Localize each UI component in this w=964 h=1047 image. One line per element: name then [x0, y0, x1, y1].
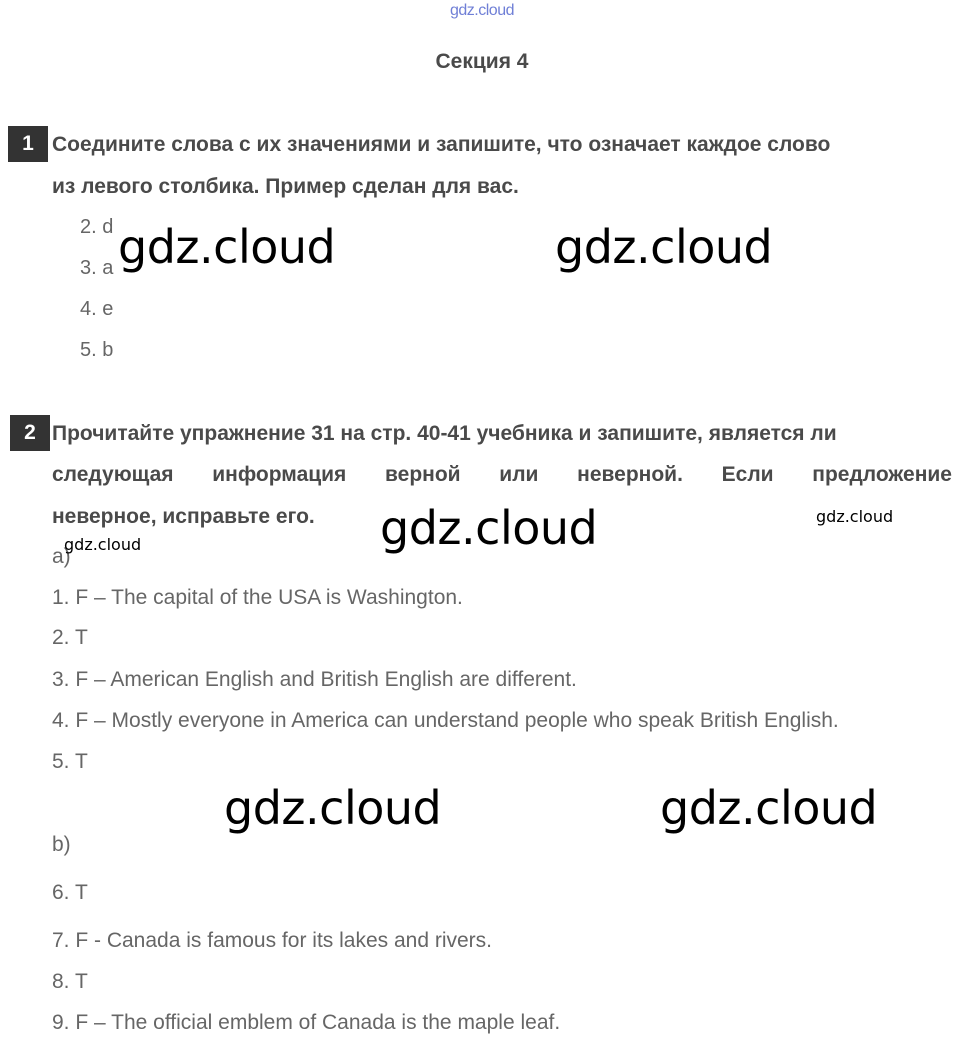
task-1-answer-item: 4. e	[80, 298, 114, 320]
task-2-instruction-line-1: Прочитайте упражнение 31 на стр. 40-41 учебника и запишите, является ли	[52, 422, 837, 445]
task-2-number-badge: 2	[10, 415, 50, 451]
task-1-number-badge: 1	[8, 126, 48, 162]
task-2-instruction-line-3: неверное, исправьте его.	[52, 505, 315, 528]
part-b-answer: 6. T	[52, 881, 88, 904]
instruction-word: неверной.	[577, 463, 683, 486]
part-b-label: b)	[52, 833, 71, 856]
part-a-label: a)	[52, 545, 71, 568]
task-1-answer-item: 3. a	[80, 257, 114, 279]
task-1-answer-item: 5. b	[80, 339, 114, 361]
part-a-answer: 1. F – The capital of the USA is Washington.	[52, 586, 463, 609]
watermark: gdz.cloud	[380, 501, 598, 555]
watermark: gdz.cloud	[555, 220, 773, 274]
instruction-word: предложение	[812, 463, 952, 486]
task-1-answer-item: 2. d	[80, 216, 114, 238]
task-1-instruction-line-1: Соедините слова с их значениями и запишите, что означает каждое слово	[52, 133, 831, 156]
watermark: gdz.cloud	[64, 535, 142, 554]
watermark: gdz.cloud	[224, 781, 442, 835]
task-1-instruction-line-2: из левого столбика. Пример сделан для вас.	[52, 175, 519, 198]
watermark: gdz.cloud	[660, 781, 878, 835]
part-a-answer: 5. T	[52, 750, 88, 773]
instruction-word: или	[499, 463, 539, 486]
watermark: gdz.cloud	[816, 507, 894, 526]
part-a-answer: 4. F – Mostly everyone in America can understand people who speak British English.	[52, 709, 839, 732]
instruction-word: Если	[721, 463, 774, 486]
part-a-answer: 3. F – American English and British English are different.	[52, 668, 577, 691]
task-2-instruction-line-2	[52, 463, 952, 487]
watermark: gdz.cloud	[118, 220, 336, 274]
part-b-answer: 9. F – The official emblem of Canada is the maple leaf.	[52, 1011, 561, 1034]
part-b-answer: 7. F - Canada is famous for its lakes and rivers.	[52, 929, 493, 952]
part-b-answer: 8. T	[52, 970, 88, 993]
section-title: Секция 4	[435, 50, 529, 73]
part-a-answer: 2. T	[52, 626, 88, 649]
instruction-word: следующая	[52, 463, 174, 486]
site-watermark-top: gdz.cloud	[450, 2, 514, 19]
instruction-word: верной	[385, 463, 461, 486]
instruction-word: информация	[212, 463, 347, 486]
